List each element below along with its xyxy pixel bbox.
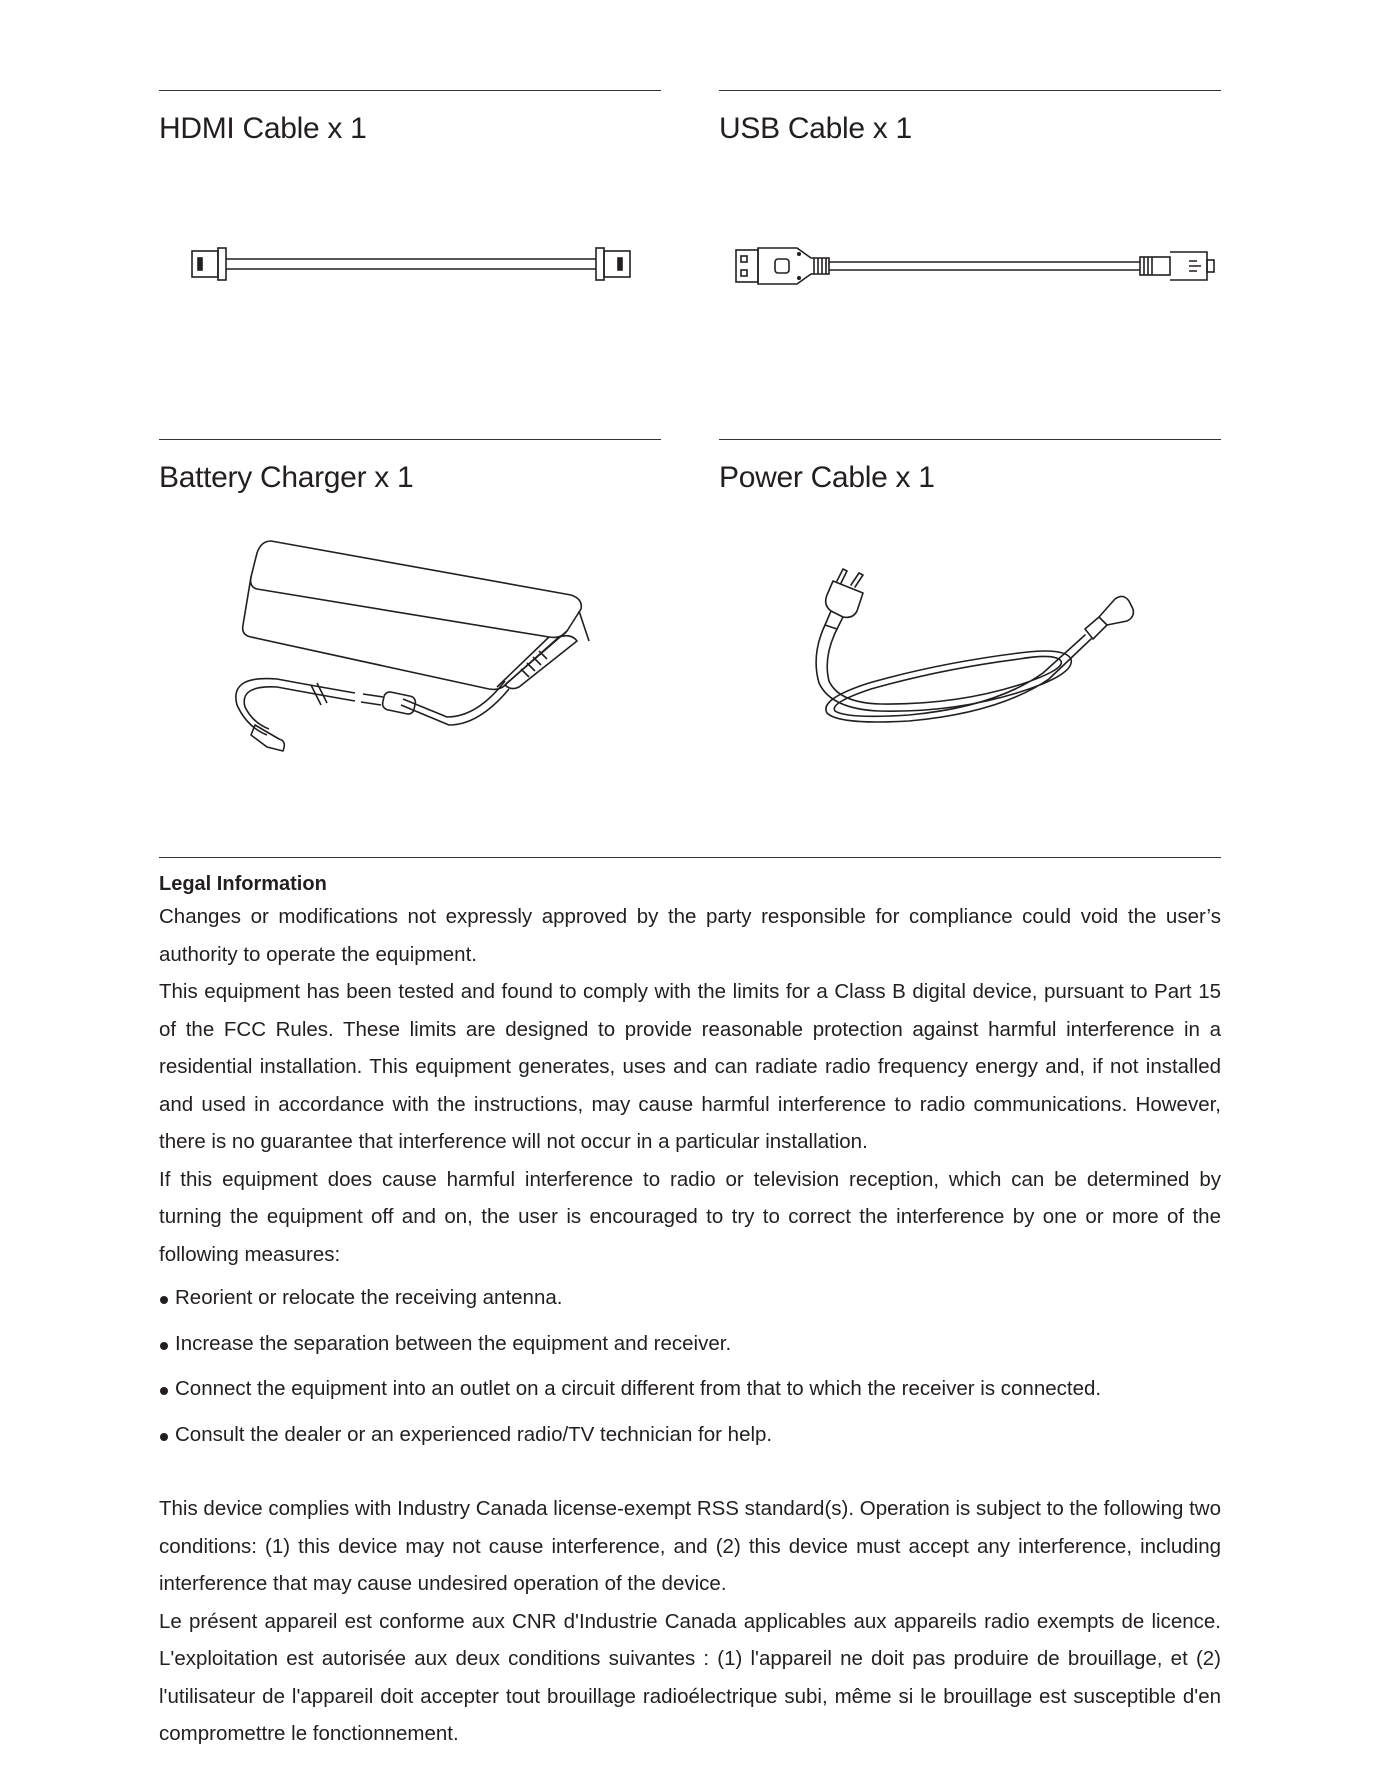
accessory-label: HDMI Cable x 1 (159, 112, 367, 145)
list-item: Reorient or relocate the receiving antenna. (159, 1275, 1221, 1321)
legal-paragraph-industry-canada: This device complies with Industry Canada license-exempt RSS standard(s). Operation is subject to the following two conditions: (1) this device may not cause interference, and (2) this device must accept any interference, including interference that may cause undesired operation of the device. (159, 1497, 1221, 1595)
accessory-battery-charger (159, 439, 661, 494)
hdmi-cable-icon (159, 240, 661, 300)
legal-paragraph-interference: If this equipment does cause harmful interference to radio or television reception, which can be determined by turning the equipment off and on, the user is encouraged to try to correct the interference by one or more of the following measures: (159, 1167, 1221, 1266)
legal-paragraph-modifications: Changes or modifications not expressly approved by the party responsible for compliance could void the user’s authority to operate the equipment. (159, 905, 1221, 966)
section-divider (719, 439, 1221, 440)
measures-list (159, 1275, 1221, 1457)
section-divider (159, 439, 661, 440)
usb-cable-icon (719, 240, 1221, 300)
accessory-label: Power Cable x 1 (719, 461, 935, 494)
legal-information (159, 857, 1221, 1753)
legal-heading: Legal Information (159, 873, 327, 895)
accessory-label: USB Cable x 1 (719, 112, 912, 145)
power-cable-icon (719, 559, 1221, 739)
list-item: Consult the dealer or an experienced radio/TV technician for help. (159, 1412, 1221, 1458)
section-divider (159, 90, 661, 91)
section-divider (159, 857, 1221, 858)
legal-paragraph-fcc: This equipment has been tested and found to comply with the limits for a Class B digital device, pursuant to Part 15 of the FCC Rules. These limits are designed to provide reasonable protection against harmful interference in a residential installation. This equipment generates, uses and can radiate radio frequency energy and, if not installed and used in accordance with the instructions, may cause harmful interference to radio communications. However, there is no guarantee that interference will not occur in a particular installation. (159, 980, 1221, 1153)
list-item: Connect the equipment into an outlet on a circuit different from that to which the receiver is connected. (159, 1366, 1221, 1412)
accessory-hdmi-cable (159, 90, 661, 145)
accessory-power-cable (719, 439, 1221, 494)
accessory-usb-cable (719, 90, 1221, 145)
legal-paragraph-industrie-canada-fr: Le présent appareil est conforme aux CNR d'Industrie Canada applicables aux appareils radio exempts de licence. L'exploitation est autorisée aux deux conditions suivantes : (1) l'appareil ne doit pas produire de brouillage, et (2) l'utilisateur de l'appareil doit accepter tout brouillage radioélectrique subi, même si le brouillage est susceptible d'en compromettre le fonctionnement. (159, 1609, 1221, 1745)
section-divider (719, 90, 1221, 91)
battery-charger-icon (159, 529, 661, 759)
accessory-label: Battery Charger x 1 (159, 461, 414, 494)
list-item: Increase the separation between the equipment and receiver. (159, 1321, 1221, 1367)
